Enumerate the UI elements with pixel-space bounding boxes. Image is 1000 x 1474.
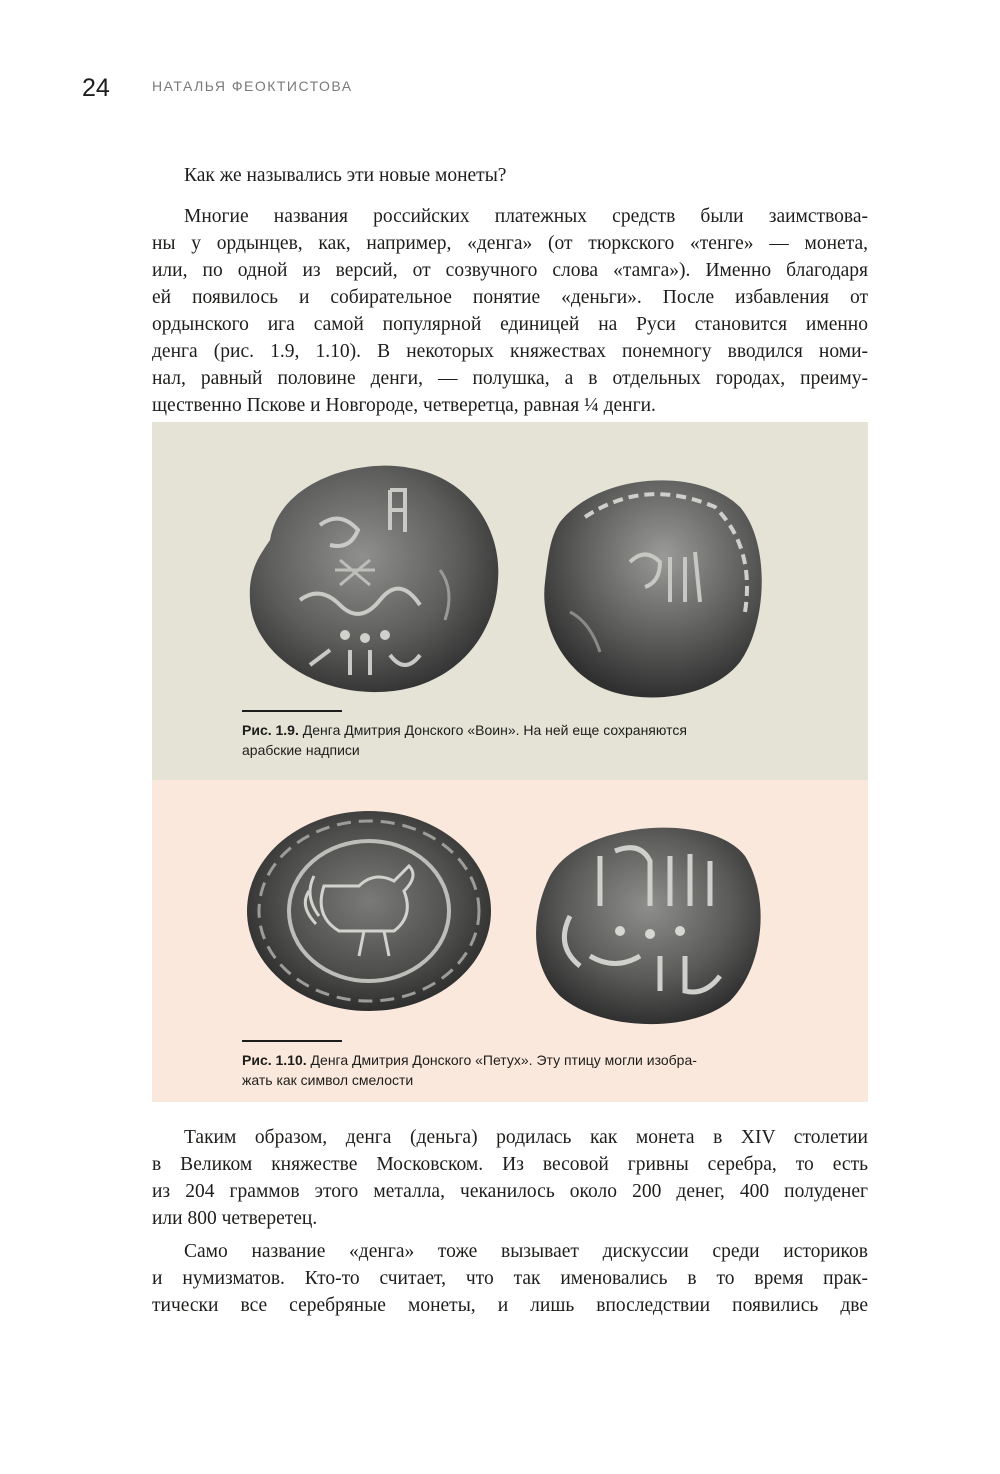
text-line: Само название «денга» тоже вызывает дискуссии среди историков bbox=[184, 1241, 868, 1262]
paragraph-discussion bbox=[152, 1238, 868, 1319]
figure-label: Рис. 1.9. bbox=[242, 722, 299, 738]
coin-rooster-obverse-image bbox=[244, 806, 494, 1016]
text-line: Таким образом, денга (деньга) родилась как монета в XIV столетии bbox=[184, 1127, 868, 1148]
text-line: щественно Пскове и Новгороде, четверетца, равная ¼ денги. bbox=[152, 395, 656, 416]
coin-rooster-reverse-image bbox=[520, 806, 770, 1028]
caption-rule bbox=[242, 1040, 342, 1042]
caption-text: арабские надписи bbox=[242, 742, 360, 758]
text-line: из 204 граммов этого металла, чеканилось около 200 денег, 400 полуденег bbox=[152, 1181, 868, 1202]
page-number: 24 bbox=[82, 74, 110, 102]
caption-text: Денга Дмитрия Донского «Петух». Эту птицу могли изобра- bbox=[306, 1052, 697, 1068]
text-line: денга (рис. 1.9, 1.10). В некоторых княжествах понемногу вводился номи- bbox=[152, 341, 868, 362]
paragraph-question bbox=[152, 162, 868, 189]
caption-text: жать как символ смелости bbox=[242, 1072, 414, 1088]
text-line: или, по одной из версий, от созвучного слова «тамга»). Именно благодаря bbox=[152, 260, 868, 281]
caption-text: Денга Дмитрия Донского «Воин». На ней еще сохраняются bbox=[298, 722, 687, 738]
figure-label: Рис. 1.10. bbox=[242, 1052, 307, 1068]
text-line: и нумизматов. Кто-то считает, что так именовались в то время прак- bbox=[152, 1268, 868, 1289]
text-line: тически все серебряные монеты, и лишь впоследствии появились две bbox=[152, 1295, 868, 1316]
text-line: ны у ордынцев, как, например, «денга» (от тюркского «тенге» — монета, bbox=[152, 233, 868, 254]
running-head: НАТАЛЬЯ ФЕОКТИСТОВА bbox=[152, 78, 353, 94]
figure-1-9 bbox=[152, 422, 868, 780]
text-line: ордынского ига самой популярной единицей на Руси становится именно bbox=[152, 314, 868, 335]
text-line: Многие названия российских платежных средств были заимствова- bbox=[184, 206, 868, 227]
coin-warrior-reverse-image bbox=[520, 462, 770, 707]
text-line: в Великом княжестве Московском. Из весовой гривны серебра, то есть bbox=[152, 1154, 868, 1175]
caption-rule bbox=[242, 710, 342, 712]
text-line: нал, равный половине денги, — полушка, а в отдельных городах, преиму- bbox=[152, 368, 868, 389]
text-line: Как же назывались эти новые монеты? bbox=[184, 165, 507, 186]
figure-caption-1-9 bbox=[242, 720, 802, 760]
figure-1-10 bbox=[152, 780, 868, 1102]
figure-caption-1-10 bbox=[242, 1050, 802, 1090]
paragraph-names bbox=[152, 203, 868, 419]
text-line: или 800 четверетец. bbox=[152, 1208, 318, 1229]
paragraph-origin bbox=[152, 1124, 868, 1232]
coin-warrior-obverse-image bbox=[240, 450, 510, 700]
text-line: ей появилось и собирательное понятие «деньги». После избавления от bbox=[152, 287, 868, 308]
